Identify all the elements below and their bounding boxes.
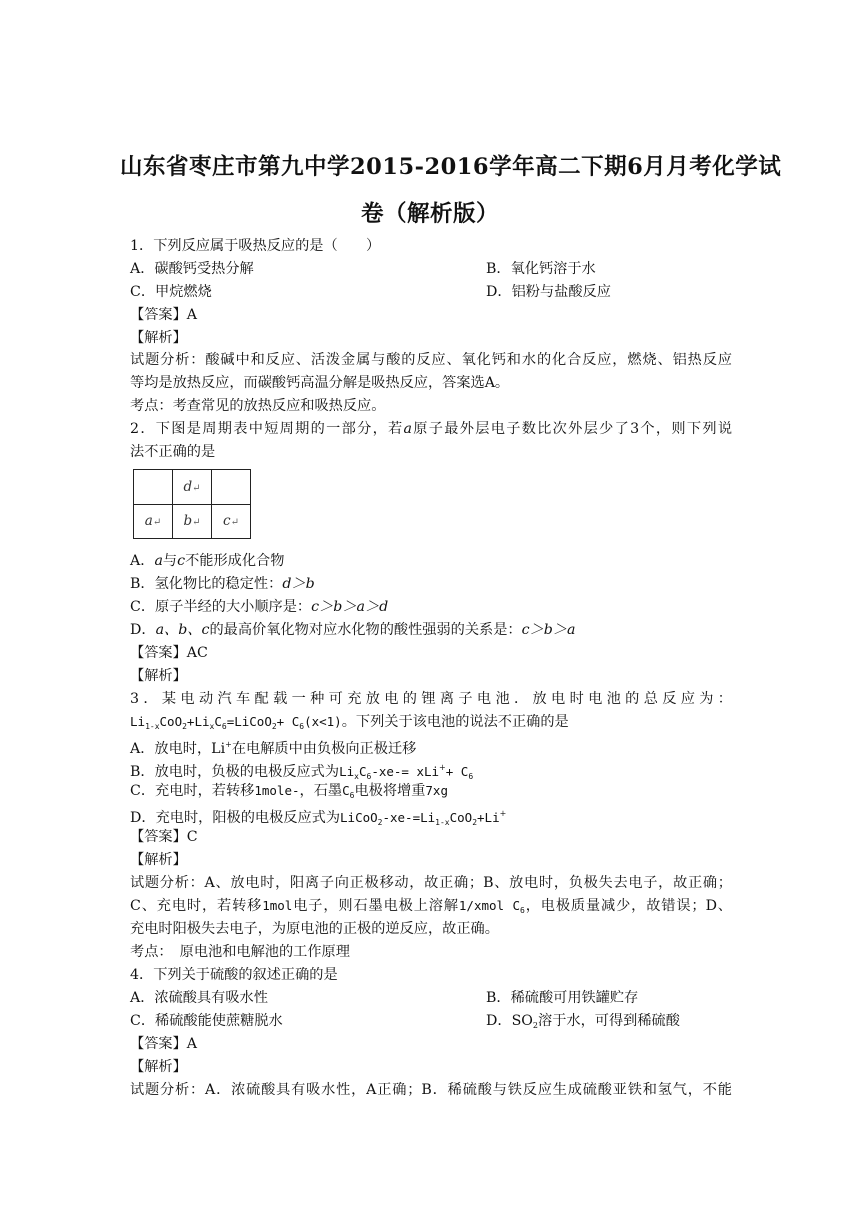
q3-stem-1: 3．某电动汽车配载一种可充放电的锂离子电池．放电时电池的总反应为： — [130, 691, 732, 707]
q3-analysis-label: 【解析】 — [130, 852, 187, 868]
table-cell-a: a↵ — [134, 504, 173, 539]
q2-option-a: A．a与c不能形成化合物 — [130, 553, 285, 569]
q1-analysis-1: 试题分析：酸碱中和反应、活泼金属与酸的反应、氧化钙和水的化合反应，燃烧、铝热反应 — [130, 352, 732, 368]
return-mark-icon: ↵ — [192, 517, 201, 529]
q3-option-a: A．放电时，Li+在电解质中由负极向正极迁移 — [130, 740, 417, 757]
q2-answer: 【答案】AC — [130, 645, 208, 661]
table-cell-empty — [212, 470, 251, 505]
q3-equation-line: $Li_{1-x}CoO_2+Li_xC_6=LiCoO_2+ C_6(x<1)$。下列关于该电池的说法不正确的是 — [130, 714, 569, 731]
q4-option-a: A．浓硫酸具有吸水性 — [130, 990, 268, 1006]
q3-analysis-2: C、充电时，若转移1mol电子，则石墨电极上溶解1/xmol $C_6$，电极质量减少，故错误；D、 — [130, 898, 732, 915]
q1-option-c: C．甲烷燃烧 — [130, 284, 212, 300]
q3-answer: 【答案】C — [130, 829, 198, 845]
q4-analysis-label: 【解析】 — [130, 1059, 187, 1075]
q1-options-ab — [130, 259, 596, 279]
table-cell-c: c↵ — [212, 504, 251, 539]
document-title-line-2: 卷（解析版） — [360, 201, 499, 227]
periodic-table-fragment — [133, 469, 251, 539]
q2-option-c: C．原子半经的大小顺序是：c＞b＞a＞d — [130, 599, 389, 615]
q2-analysis-label: 【解析】 — [130, 668, 187, 684]
q4-option-c: C．稀硫酸能使蔗糖脱水 — [130, 1013, 283, 1029]
table-cell-b: b↵ — [173, 504, 212, 539]
q1-analysis-label: 【解析】 — [130, 330, 187, 346]
q2-option-b: B．氢化物比的稳定性：d＞b — [130, 576, 315, 592]
q4-option-b: B．稀硫酸可用铁罐贮存 — [486, 990, 639, 1006]
q3-point: 考点： 原电池和电解池的工作原理 — [130, 944, 350, 960]
q3-analysis-3: 充电时阳极失去电子，为原电池的正极的逆反应，故正确。 — [130, 921, 499, 937]
q4-options-cd — [130, 1011, 680, 1031]
return-mark-icon: ↵ — [192, 482, 201, 494]
q1-option-d: D．铝粉与盐酸反应 — [486, 284, 611, 300]
q2-stem-1: 2．下图是周期表中短周期的一部分，若a原子最外层电子数比次外层少了3个，则下列说 — [130, 421, 733, 437]
q1-stem: 1．下列反应属于吸热反应的是（ ） — [130, 238, 381, 254]
q2-option-d: D．a、b、c的最高价氧化物对应水化物的酸性强弱的关系是：c＞b＞a — [130, 622, 576, 638]
q4-options-ab — [130, 988, 639, 1008]
document-title-line-1: 山东省枣庄市第九中学2015-2016学年高二下期6月月考化学试 — [120, 154, 782, 180]
q1-options-cd — [130, 282, 611, 302]
return-mark-icon: ↵ — [152, 517, 162, 529]
table-cell-empty — [134, 470, 173, 505]
q3-analysis-1: 试题分析：A、放电时，阳离子向正极移动，故正确；B、放电时，负极失去电子，故正确； — [130, 875, 732, 891]
q3-option-d: D．充电时，阳极的电极反应式为$LiCoO_2-xe-=Li_{1-x}CoO_2+Li^+$ — [130, 809, 507, 827]
table-cell-d: d↵ — [173, 470, 212, 505]
q2-stem-2: 法不正确的是 — [130, 444, 216, 460]
q4-answer: 【答案】A — [130, 1036, 197, 1052]
q1-option-a: A．碳酸钙受热分解 — [130, 261, 254, 277]
q3-option-b: B．放电时，负极的电极反应式为$Li_xC_6-xe-= xLi^++ C_6$ — [130, 763, 474, 781]
q1-point: 考点：考查常见的放热反应和吸热反应。 — [130, 398, 386, 414]
q3-option-c: C．充电时，若转移1mole-，石墨$C_6$电极将增重7xg — [130, 783, 448, 800]
q1-answer: 【答案】A — [130, 307, 197, 323]
q4-option-d: D．$SO_2$溶于水，可得到稀硫酸 — [486, 1013, 680, 1030]
q1-option-b: B．氧化钙溶于水 — [486, 261, 596, 277]
q4-stem: 4．下列关于硫酸的叙述正确的是 — [130, 967, 338, 983]
return-mark-icon: ↵ — [230, 517, 239, 529]
q1-analysis-2: 等均是放热反应，而碳酸钙高温分解是吸热反应，答案选A。 — [130, 375, 510, 391]
q4-analysis-1: 试题分析：A．浓硫酸具有吸水性，A正确；B．稀硫酸与铁反应生成硫酸亚铁和氢气，不能 — [130, 1082, 732, 1098]
